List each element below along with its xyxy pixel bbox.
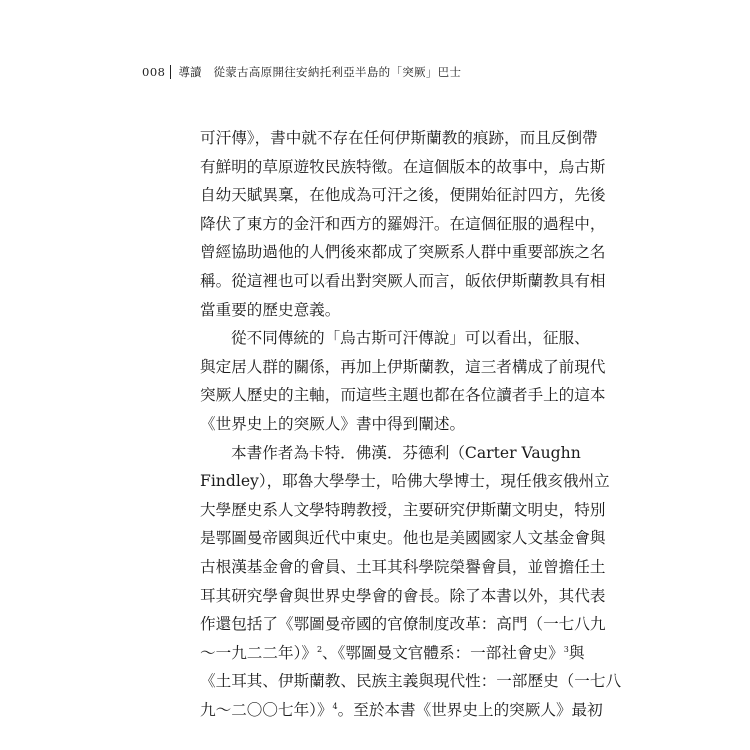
text-line <box>200 696 603 725</box>
text-segment: 與 <box>568 643 585 662</box>
text-line: Findley），耶魯大學學士，哈佛大學博士，現任俄亥俄州立 <box>200 472 610 491</box>
section-label: 導讀 <box>178 65 202 79</box>
text-line: 與定居人群的關係，再加上伊斯蘭教，這三者構成了前現代 <box>200 357 606 376</box>
text-line: 曾經協助過他的人們後來都成了突厥系人群中重要部族之名 <box>200 243 606 262</box>
text-line: 古根漢基金會的會員、土耳其科學院榮譽會員，並曾擔任土 <box>200 557 606 576</box>
text-line: 大學歷史系人文學特聘教授，主要研究伊斯蘭文明史，特別 <box>200 500 606 519</box>
body-text <box>200 124 622 724</box>
text-line: 稱。從這裡也可以看出對突厥人而言，皈依伊斯蘭教具有相 <box>200 271 606 290</box>
text-line: 是鄂圖曼帝國與近代中東史。他也是美國國家人文基金會與 <box>200 529 606 548</box>
text-line: 可汗傳》，書中就不存在任何伊斯蘭教的痕跡，而且反倒帶 <box>200 129 598 147</box>
text-line: 當重要的歷史意義。 <box>200 300 341 319</box>
text-line: 突厥人歷史的主軸，而這些主題也都在各位讀者手上的這本 <box>200 386 606 405</box>
text-segment: 。至於本書《世界史上的突厥人》最初 <box>337 700 603 719</box>
footnote-mark: 2 <box>316 644 323 654</box>
text-line: 自幼天賦異稟，在他成為可汗之後，便開始征討四方，先後 <box>200 186 606 205</box>
text-segment: ～一九二二年）》 <box>200 643 317 662</box>
text-line <box>200 639 585 668</box>
text-line: 有鮮明的草原遊牧民族特徵。在這個版本的故事中，烏古斯 <box>200 157 606 176</box>
text-segment: 、《鄂圖曼文官體系：一部社會史》 <box>322 643 564 662</box>
text-line: 降伏了東方的金汗和西方的羅姆汗。在這個征服的過程中， <box>200 214 606 233</box>
page-number: 008 <box>142 65 166 79</box>
text-segment: 九～二〇〇七年）》 <box>200 700 333 719</box>
text-line: 耳其研究學會與世界史學會的會長。除了本書以外，其代表 <box>200 586 606 605</box>
text-line: 從不同傳統的「烏古斯可汗傳說」可以看出，征服、 <box>231 329 590 348</box>
footnote-mark: 3 <box>563 644 569 654</box>
text-line: 《土耳其、伊斯蘭教、民族主義與現代性：一部歷史（一七八 <box>200 672 622 691</box>
footnote-mark: 4 <box>332 701 338 711</box>
header-divider <box>170 65 171 79</box>
chapter-title: 從蒙古高原開往安納托利亞半島的「突厥」巴士 <box>213 65 462 79</box>
running-header <box>142 64 461 80</box>
text-line: 《世界史上的突厥人》書中得到闡述。 <box>200 414 466 433</box>
text-line: 本書作者為卡特．佛漢．芬德利（Carter Vaughn <box>231 443 581 462</box>
text-line: 作還包括了《鄂圖曼帝國的官僚制度改革：高門（一七八九 <box>200 615 606 634</box>
